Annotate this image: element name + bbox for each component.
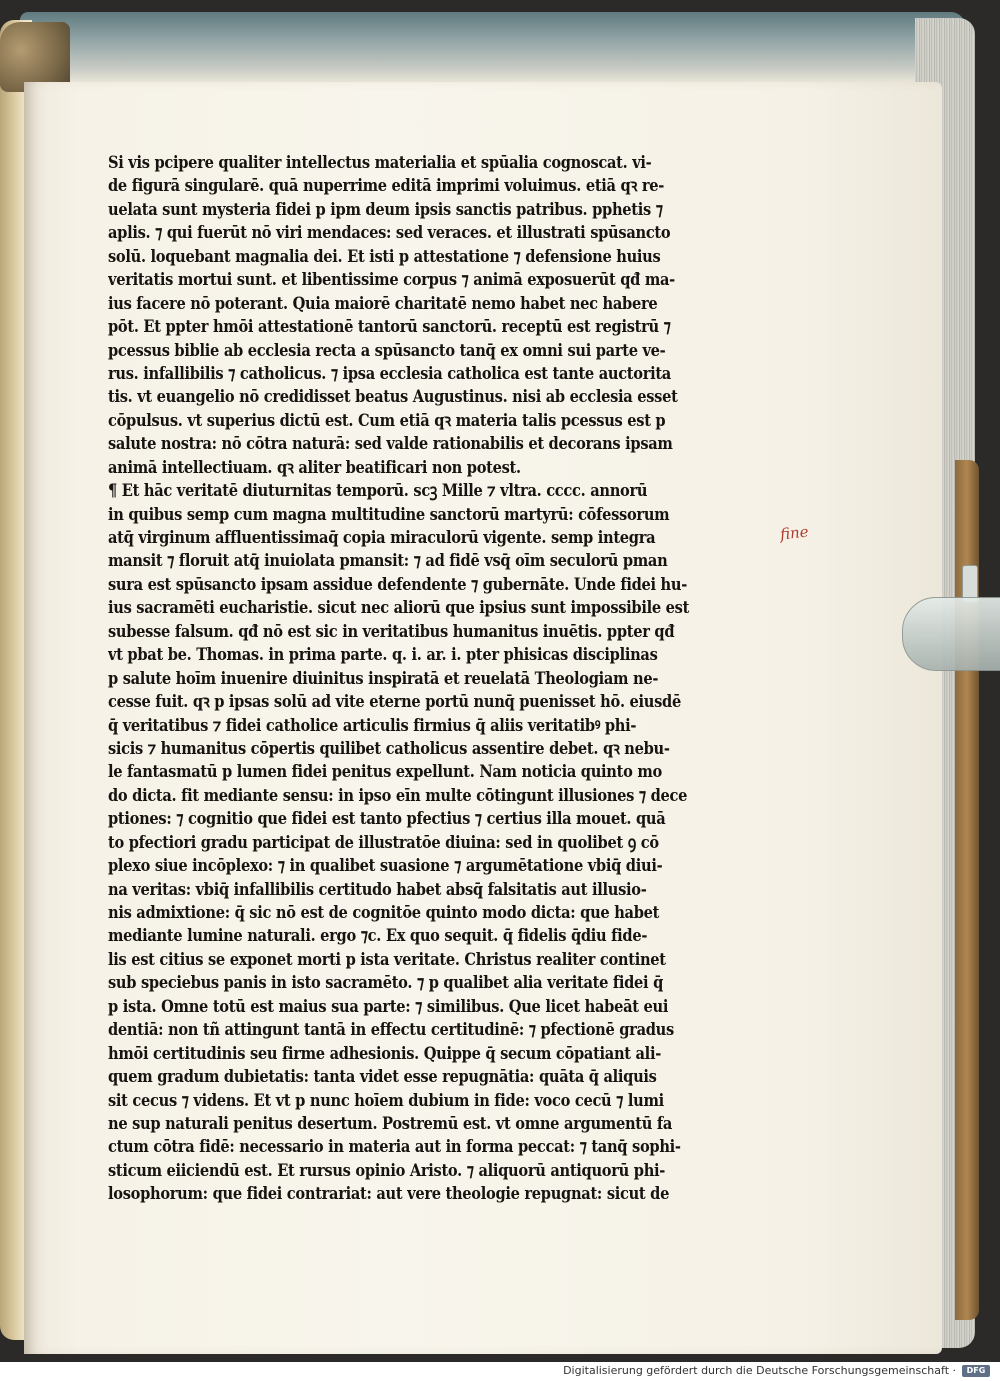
text-line: de figurā singularē. quā nuperrime editā imprimi voluimus. etiā qꝛ re- xyxy=(108,176,665,197)
text-line: subesse falsum. qđ nō est sic in veritatibus humanitus inuētis. ppter qđ xyxy=(108,621,675,642)
footer xyxy=(0,1362,1000,1381)
text-line: atq̄ virginum affluentissimaq̄ copia miraculorū vigente. semp integra xyxy=(108,528,656,548)
book-top-edge xyxy=(20,12,965,82)
text-line: ius facere nō poterant. Quia maiorē charitatē nemo habet nec habere xyxy=(108,293,658,314)
text-line: in quibus semp cum magna multitudine sanctorū martyrū: cōfessorum xyxy=(108,504,670,525)
text-line: dentiā: non tñ attingunt tantā in effectu certitudinē: ⁊ pfectionē gradus xyxy=(108,1020,674,1041)
dfg-credit: Digitalisierung gefördert durch die Deutsche Forschungsgemeinschaft · xyxy=(563,1364,956,1377)
text-line: p salute hoīm inuenire diuinitus inspiratā et reuelatā Theologiam ne- xyxy=(108,668,659,689)
text-line: ne sup naturali penitus desertum. Postremū est. vt omne argumentū fa xyxy=(108,1113,673,1134)
text-line: pōt. Et ppter hmōi attestationē tantorū sanctorū. receptū est registrū ⁊ xyxy=(108,317,671,338)
dfg-logo: DFG xyxy=(962,1365,990,1377)
text-line: salute nostra: nō cōtra naturā: sed valde rationabilis et decorans ipsam xyxy=(108,434,673,455)
text-line: na veritas: vbiq̄ infallibilis certitudo habet absq̄ falsitatis aut illusio- xyxy=(108,879,647,900)
text-line: hmōi certitudinis seu firme adhesionis. Quippe q̄ secum cōpatiant ali- xyxy=(108,1043,661,1064)
text-line: ius sacramēti eucharistie. sicut nec aliorū que ipsius sunt impossibile est xyxy=(108,598,690,619)
text-line: le fantasmatū p lumen fidei penitus expellunt. Nam noticia quinto mo xyxy=(108,762,662,783)
text-line: vt pbat be. Thomas. in prima parte. q. i. ar. i. pter phisicas disciplinas xyxy=(108,645,658,666)
text-line: tis. vt euangelio nō credidisset beatus Augustinus. nisi ab ecclesia esset xyxy=(108,387,678,408)
text-line: solū. loquebant magnalia dei. Et isti p attestatione ⁊ defensione huius xyxy=(108,246,661,267)
text-line: animā intellectiuam. qꝛ aliter beatificari non potest. xyxy=(108,457,521,478)
text-line: sit cecus ⁊ videns. Et vt p nunc hoīem dubium in fide: voco cecū ⁊ lumi xyxy=(108,1090,664,1111)
text-line: uelata sunt mysteria fidei p ipm deum ipsis sanctis patribus. pphetis ⁊ xyxy=(108,199,663,220)
text-line: sicis ⁊ humanitus cōpertis quilibet catholicus assentire debet. qꝛ nebu- xyxy=(108,738,670,759)
text-line: sticum eiiciendū est. Et rursus opinio Aristo. ⁊ aliquorū antiquorū phi- xyxy=(108,1160,666,1181)
text-line: mansit ⁊ floruit atq̄ inuiolata pmansit: ⁊ ad fidē vsq̄ oīm seculorū pman xyxy=(108,551,668,572)
text-line: veritatis mortui sunt. et libentissime corpus ⁊ animā exposuerūt qđ ma- xyxy=(108,270,675,291)
marginal-note: fine xyxy=(779,522,810,544)
page-text xyxy=(108,152,772,1207)
page-clip xyxy=(902,597,1000,671)
text-line: pcessus biblie ab ecclesia recta a spūsancto tanq̄ ex omni sui parte ve- xyxy=(108,340,666,361)
text-line: lis est citius se exponet morti p ista veritate. Christus realiter continet xyxy=(108,949,666,970)
text-line: do dicta. fit mediante sensu: in ipso eīn multe cōtingunt illusiones ⁊ dece xyxy=(108,785,688,806)
text-line: sub speciebus panis in isto sacramēto. ⁊ p qualibet alia veritate fidei q̄ xyxy=(108,973,663,994)
text-line: mediante lumine naturali. ergo ⁊c. Ex quo sequit. q̄ fidelis q̄diu fide- xyxy=(108,926,648,947)
text-line: rus. infallibilis ⁊ catholicus. ⁊ ipsa ecclesia catholica est tante auctorita xyxy=(108,363,671,384)
text-line: p ista. Omne totū est maius sua parte: ⁊ similibus. Que licet habeāt eui xyxy=(108,996,669,1017)
text-line: quem gradum dubietatis: tanta videt esse repugnātia: quāta q̄ aliquis xyxy=(108,1067,657,1088)
text-line: ptiones: ⁊ cognitio que fidei est tanto pfectius ⁊ certius illa mouet. quā xyxy=(108,809,666,830)
text-line: ctum cōtra fidē: necessario in materia aut in forma peccat: ⁊ tanq̄ sophi- xyxy=(108,1137,681,1158)
text-line: cōpulsus. vt superius dictū est. Cum etiā qꝛ materia talis pcessus est p xyxy=(108,410,666,431)
text-line: plexo siue incōplexo: ⁊ in qualibet suasione ⁊ argumētatione vbiq̄ diui- xyxy=(108,856,663,877)
text-line: to pfectiori gradu participat de illustratōe diuina: sed in quolibet ꝯ cō xyxy=(108,832,659,853)
text-line: q̄ veritatibus ⁊ fidei catholice articulis firmius q̄ aliis veritatibꝰ phi- xyxy=(108,715,637,736)
text-line: aplis. ⁊ qui fuerūt nō viri mendaces: sed veraces. et illustrati spūsancto xyxy=(108,223,671,244)
text-line: sura est spūsancto ipsam assidue defendente ⁊ gubernāte. Unde fidei hu- xyxy=(108,574,687,595)
text-line: Si vis pcipere qualiter intellectus materialia et spūalia cognoscat. vi- xyxy=(108,153,652,173)
text-line: ¶ Et hāc veritatē diuturnitas temporū. scꝫ Mille ⁊ vltra. cccc. annorū xyxy=(108,481,648,502)
text-line: losophorum: que fidei contrariat: aut vere theologie repugnat: sicut de xyxy=(108,1184,670,1205)
text-line: nis admixtione: q̄ sic nō est de cognitōe quinto modo dicta: que habet xyxy=(108,903,660,923)
text-line: cesse fuit. qꝛ p ipsas solū ad vite eterne portū nunq̄ puenisset hō. eiusdē xyxy=(108,692,681,713)
